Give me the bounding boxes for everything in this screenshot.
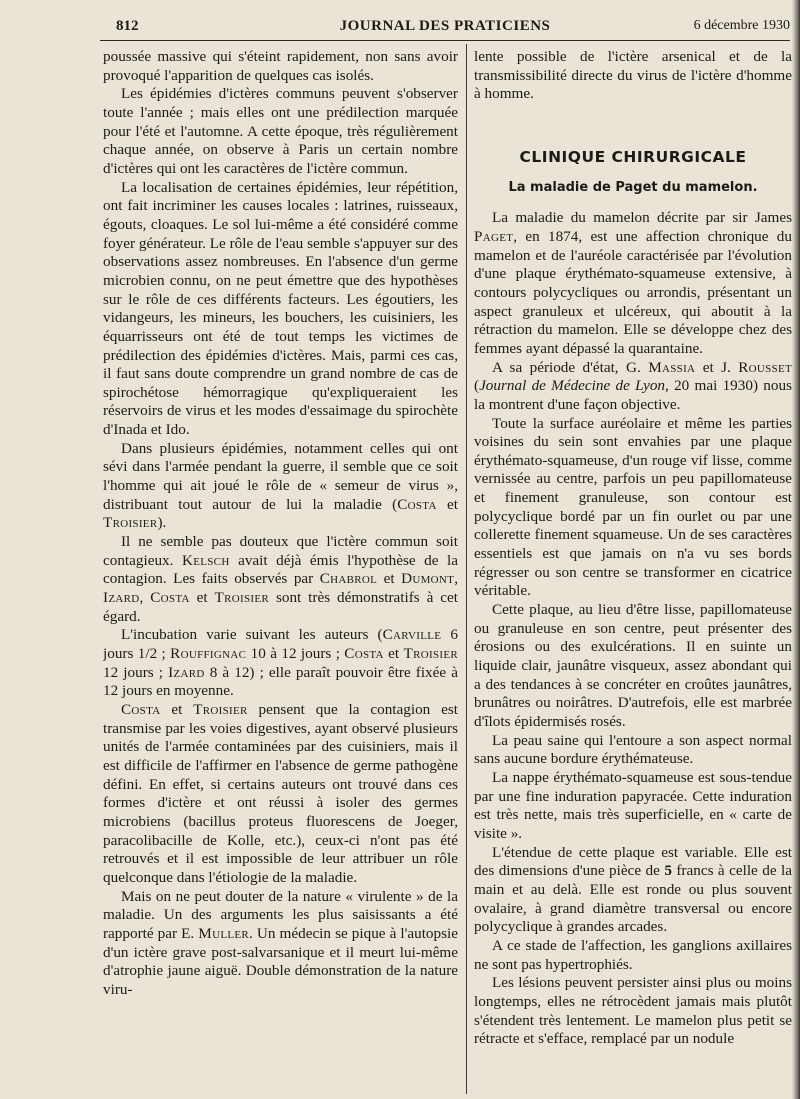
author-name: Troisier — [103, 514, 158, 532]
paragraph: Il ne semble pas douteux que l'ictère commun soit contagieux. Kelsch avait déjà émis l'hypothèse de la contagion. Les faits observés par Chabrol et Dumont, Izard, Costa et Troisier sont très démonstratifs à cet égard. — [103, 533, 458, 625]
paragraph: Les lésions peuvent persister ainsi plus ou moins longtemps, elles ne rétrocèdent jamais mais plutôt s'étendent très lentement. Le mamelon plus petit se rétracte et s'efface, remplacé par un nodule — [474, 974, 792, 1048]
article-title: La maladie de Paget du mamelon. — [508, 179, 758, 195]
author-name: Kelsch — [181, 551, 230, 569]
journal-title: JOURNAL DES PRATICIENS — [339, 18, 551, 34]
left-column — [103, 48, 458, 1048]
paragraph: Dans plusieurs épidémies, notamment celles qui ont sévi dans l'armée pendant la guerre, il semble que ce soit l'homme qui ait joué le rôle de « semeur de virus », distribuant tout autour de lui la maladie (Costa et Troisier). — [103, 439, 458, 532]
author-name: Chabrol — [319, 570, 378, 588]
column-divider — [466, 44, 467, 1094]
author-name: Costa — [121, 700, 161, 718]
author-name: Massia — [648, 358, 696, 376]
author-name: Rouffignac — [170, 645, 247, 662]
section-title: CLINIQUE CHIRURGICALE — [519, 147, 747, 166]
paragraph: La nappe érythémato-squameuse est sous-tendue par une fine induration papyracée. Cette induration est très nette, mais très superficielle, en « carte de visite ». — [474, 768, 792, 842]
paragraph: Les épidémies d'ictères communs peuvent s'observer toute l'année ; mais elles ont une prédilection marquée pour l'été et l'automne. A cette époque, très régulièrement chaque année, on observe à Paris un certain nombre d'ictères qui ont les caractères de l'ictère commun. — [103, 85, 458, 177]
author-name: Izard — [168, 663, 205, 681]
right-column — [474, 48, 792, 1088]
paragraph: A ce stade de l'affection, les ganglions axillaires ne sont pas hypertrophiés. — [474, 936, 792, 973]
paragraph: Costa et Troisier pensent que la contagion est transmise par les voies digestives, ayant observé plusieurs unités de l'armée contaminées par des cuisiniers, mais il est difficile de l'affirmer en l'absence de germe pathogène défini. En effet, si certains auteurs ont trouvé dans ces formes d'ictère et ont réussi à isoler des germes microbiens (bacillus proteus fluorescens de Joeger, paracolibacille de Kolle, etc.), ceux-ci n'ont pas été retrouvés et il est impossible de leur attribuer un rôle quelconque dans l'étiologie de la maladie. — [103, 700, 458, 886]
journal-reference: Journal de Médecine de Lyon — [479, 377, 666, 395]
author-name: Troisier — [214, 589, 270, 607]
author-name: Troisier — [193, 700, 248, 718]
paragraph: A sa période d'état, G. Massia et J. Rousset (Journal de Médecine de Lyon, 20 mai 1930) nous la montrent d'une façon objective. — [474, 358, 792, 413]
paragraph: Cette plaque, au lieu d'être lisse, papillomateuse ou granuleuse en son centre, peut présenter des érosions ou des exulcérations. Il en suinte un liquide clair, jaunâtre visqueux, assez abondant qui a des tendances à se concréter en croûtes jaunâtres, brunâtres ou noirâtres. D'autrefois, elle est marbrée d'îlots épidermisés rosés. — [474, 601, 792, 730]
author-name: Costa — [397, 495, 437, 513]
binding-shadow — [792, 0, 800, 1099]
paragraph: poussée massive qui s'éteint rapidement, non sans avoir provoqué l'apparition de quelques cas isolés. — [103, 48, 458, 84]
page-header — [100, 10, 790, 41]
issue-date: 6 décembre 1930 — [693, 18, 790, 33]
paragraph: Mais on ne peut douter de la nature « virulente » de la maladie. Un des arguments les plus saisissants a été rapporté par E. Muller. Un médecin se pique à l'autopsie d'un ictère grave post-salvarsanique et il meurt lui-même d'atrophie jaune aiguë. Double démonstration de la nature viru- — [103, 887, 458, 998]
author-name: Paget — [474, 227, 514, 245]
coin-value: 5 — [664, 862, 672, 880]
author-name: Costa — [344, 645, 384, 662]
author-name: Izard — [103, 589, 140, 607]
author-name: Costa — [150, 589, 190, 607]
paragraph: La localisation de certaines épidémies, leur répétition, ont fait incriminer les causes locales : latrines, ruisseaux, égouts, cloaques. Le sol lui-même a été considéré comme foyer générateur. Le rôle de l'eau semble s'appuyer sur des observations assez nombreuses. En l'absence d'un germe microbien connu, on ne peut émettre que des hypothèses sur le rôle de ces différents facteurs. Les égoutiers, les vidangeurs, les mineurs, les bouchers, les cuisiniers, les équarrisseurs ont été de tout temps les victimes de prédilection des épidémies d'ictères. Mais, parmi ces cas, il faut sans doute comprendre un grand nombre de cas de spirochétose hémorragique qu'expliqueraient les réservoirs de virus et les modes d'essaimage du spirochète d'Inada et Ido. — [103, 178, 458, 439]
paragraph: La peau saine qui l'entoure a son aspect normal sans aucune bordure érythémateuse. — [474, 731, 792, 768]
author-name: Muller — [198, 924, 250, 942]
paragraph: lente possible de l'ictère arsenical et de la transmissibilité directe du virus de l'ictère d'homme à homme. — [474, 48, 792, 103]
paragraph: Toute la surface auréolaire et même les parties voisines du sein sont envahies par une plaque érythémato-squameuse, d'un rouge vif lisse, comme vernissée au centre, parfois un peu papillomateuse et finement granuleuse, son contour est polycyclique bordé par un fin ourlet ou par une collerette finement squameuse. Un de ses caractères essentiels est que jamais on n'a vu ses bords régresser ou son centre se transformer en cicatrice véritable. — [474, 414, 792, 600]
paragraph: L'étendue de cette plaque est variable. Elle est des dimensions d'une pièce de 5 francs à celle de la main et au delà. Elle est ronde ou plus souvent ovalaire, à grand diamètre transversal ou encore polycyclique à grandes arcades. — [474, 843, 792, 936]
paragraph: La maladie du mamelon décrite par sir James Paget, en 1874, est une affection chronique du mamelon et de l'auréole caractérisée par l'évolution d'une plaque érythémato-squameuse extensive, à contours polycycliques ou arrondis, présentant un aspect granuleux et ulcéreux, qui aboutit à la rétraction du mamelon. Elle se développe chez des femmes ayant dépassé la quarantaine. — [474, 209, 792, 357]
author-name: Troisier — [403, 645, 458, 662]
paragraph: L'incubation varie suivant les auteurs (Carville 6 jours 1/2 ; Rouffignac 10 à 12 jours ; Costa et Troisier 12 jours ; Izard 8 à 12) ; elle paraît pouvoir être fixée à 12 jours en moyenne. — [103, 626, 458, 700]
author-name: Carville — [382, 626, 442, 644]
page-number: 812 — [116, 18, 139, 34]
author-name: Rousset — [738, 358, 792, 376]
author-name: Dumont — [401, 570, 455, 588]
